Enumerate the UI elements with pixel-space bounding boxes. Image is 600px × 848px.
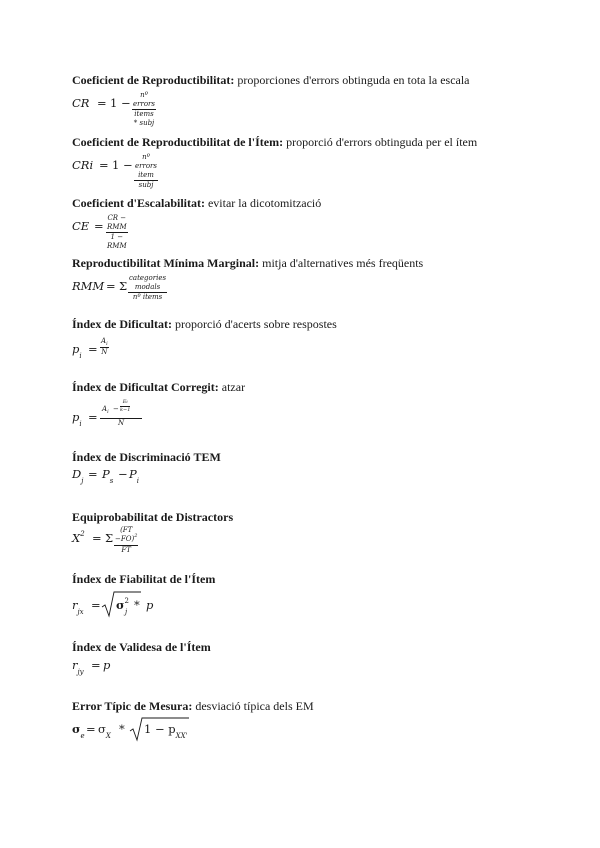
numerator-a: A — [102, 405, 108, 413]
section-title: Coeficient de Reproductibilitat de l'Ítem: — [72, 135, 284, 149]
formula-eq: = — [106, 279, 116, 293]
formula-minus: − — [118, 467, 128, 481]
section-standard-error — [72, 699, 552, 740]
times-sign: * — [134, 598, 140, 612]
section-title: Coeficient de Reproductibilitat: — [72, 73, 235, 87]
section-title: Reproductibilitat Mínima Marginal: — [72, 256, 260, 270]
formula-eq: = — [92, 531, 102, 545]
formula-eq: = — [88, 342, 98, 356]
formula-lhs-sub: e — [80, 732, 85, 740]
section-ce — [72, 196, 552, 250]
formula-eq: = — [94, 219, 104, 233]
radicand: 1 − p — [144, 722, 176, 736]
formula-eq: = — [86, 722, 96, 736]
formula-rhs: p — [103, 658, 111, 672]
formula-lhs: X — [72, 531, 81, 545]
formula-eq: = — [97, 96, 107, 110]
formula-lhs: r — [72, 658, 78, 672]
fraction-denominator: N — [101, 348, 108, 356]
formula-lhs: CE — [72, 219, 90, 233]
section-corrected-difficulty — [72, 380, 552, 428]
fraction — [114, 526, 138, 555]
fraction-denominator: nº items — [128, 292, 167, 302]
formula-eq: = — [88, 467, 98, 481]
formula-lhs-sub: i — [79, 420, 82, 428]
section-cri — [72, 135, 552, 189]
formula-eq: = — [99, 158, 109, 172]
formula-lhs-sub: jy — [77, 668, 84, 676]
term-b-sub: i — [136, 477, 139, 485]
formula-lhs: r — [72, 598, 78, 612]
fraction-denominator: 1 − RMM — [107, 233, 127, 250]
section-cr — [72, 73, 552, 127]
section-desc: proporció d'acerts sobre respostes — [172, 317, 337, 331]
formula-lhs: σ — [72, 722, 81, 736]
term-b: P — [129, 467, 137, 481]
inner-fraction — [120, 398, 130, 414]
section-desc: proporciones d'errors obtinguda en tota la escala — [234, 73, 470, 87]
section-title: Índex de Discriminació TEM — [72, 450, 221, 464]
formula-pre: 1 − — [112, 158, 133, 172]
fraction-numerator: categories modals — [129, 274, 167, 291]
section-title: Índex de Dificultat Corregit: — [72, 380, 219, 394]
section-title: Índex de Dificultat: — [72, 317, 172, 331]
fraction-numerator: nº errors — [133, 91, 155, 108]
section-title: Coeficient d'Escalabilitat: — [72, 196, 205, 210]
section-title: Error Típic de Mesura: — [72, 699, 193, 713]
section-title: Índex de Fiabilitat de l'Ítem — [72, 572, 216, 586]
formula-lhs-sub: i — [79, 352, 82, 360]
fraction-denominator: N — [100, 418, 142, 428]
section-desc: proporció d'errors obtinguda per el ítem — [283, 135, 478, 149]
inner-denominator: k−1 — [120, 407, 131, 413]
section-desc: evitar la dicotomització — [204, 196, 322, 210]
formula-lhs: CR — [72, 96, 90, 110]
fraction — [100, 398, 142, 428]
formula-lhs: D — [72, 467, 82, 481]
fraction — [132, 91, 156, 128]
formula-pre: 1 − — [110, 96, 131, 110]
section-desc: mitja d'alternatives més freqüents — [259, 256, 424, 270]
numerator-sub: i — [106, 341, 108, 347]
section-validity — [72, 640, 552, 676]
formula-lhs-sup: 2 — [80, 530, 85, 538]
formula-eq: = — [91, 658, 101, 672]
numerator-a-sub: i — [107, 409, 109, 415]
fraction — [134, 153, 158, 190]
section-title: Índex de Validesa de l'Ítem — [72, 640, 211, 654]
fraction-numerator: CR − RMM — [107, 214, 127, 231]
term-a-sub: X — [105, 732, 111, 740]
fraction-numerator: nº errors item — [135, 153, 157, 179]
formula-eq: = — [88, 410, 98, 424]
fraction-denominator: FT — [114, 545, 138, 555]
section-title: Equiprobabilitat de Distractors — [72, 510, 234, 524]
formula-lhs: CRi — [72, 158, 94, 172]
radicand-sub: XX' — [175, 732, 188, 740]
fraction-numerator: A — [101, 337, 107, 345]
term-a-sub: s — [109, 477, 114, 485]
radicand-sub: j — [124, 608, 128, 616]
formula-lhs: p — [72, 410, 80, 424]
inner-numerator-sub: i — [126, 399, 128, 404]
formula-lhs-sub: jx — [77, 608, 84, 616]
fraction-denominator: items * subj — [133, 110, 155, 127]
section-equiprobability — [72, 510, 552, 554]
fraction-numerator: (FT −FO) — [115, 526, 135, 543]
section-rmm — [72, 256, 552, 301]
section-desc: atzar — [218, 380, 246, 394]
radicand: σ — [116, 598, 125, 612]
times-sign: * — [119, 722, 125, 736]
radicand-sup: 2 — [124, 597, 129, 605]
numerator-minus: − — [113, 405, 119, 413]
inner-numerator: E — [122, 399, 127, 405]
formula-tail: p — [146, 598, 154, 612]
fraction-denominator: subj — [134, 180, 158, 190]
term-a: σ — [98, 722, 106, 736]
numerator-sup: 2 — [134, 533, 138, 539]
formula-lhs: p — [72, 342, 80, 356]
formula-eq: = — [91, 598, 101, 612]
formula-lhs-sub: j — [81, 477, 84, 485]
fraction — [100, 337, 109, 357]
term-a: P — [102, 467, 110, 481]
section-difficulty — [72, 317, 552, 360]
fraction — [128, 274, 167, 302]
sum-sign: Σ — [119, 279, 128, 293]
section-desc: desviació típica dels EM — [192, 699, 314, 713]
sum-sign: Σ — [105, 531, 114, 545]
section-reliability — [72, 572, 552, 616]
fraction — [106, 214, 128, 251]
section-discrimination — [72, 450, 552, 485]
formula-lhs: RMM — [72, 279, 105, 293]
